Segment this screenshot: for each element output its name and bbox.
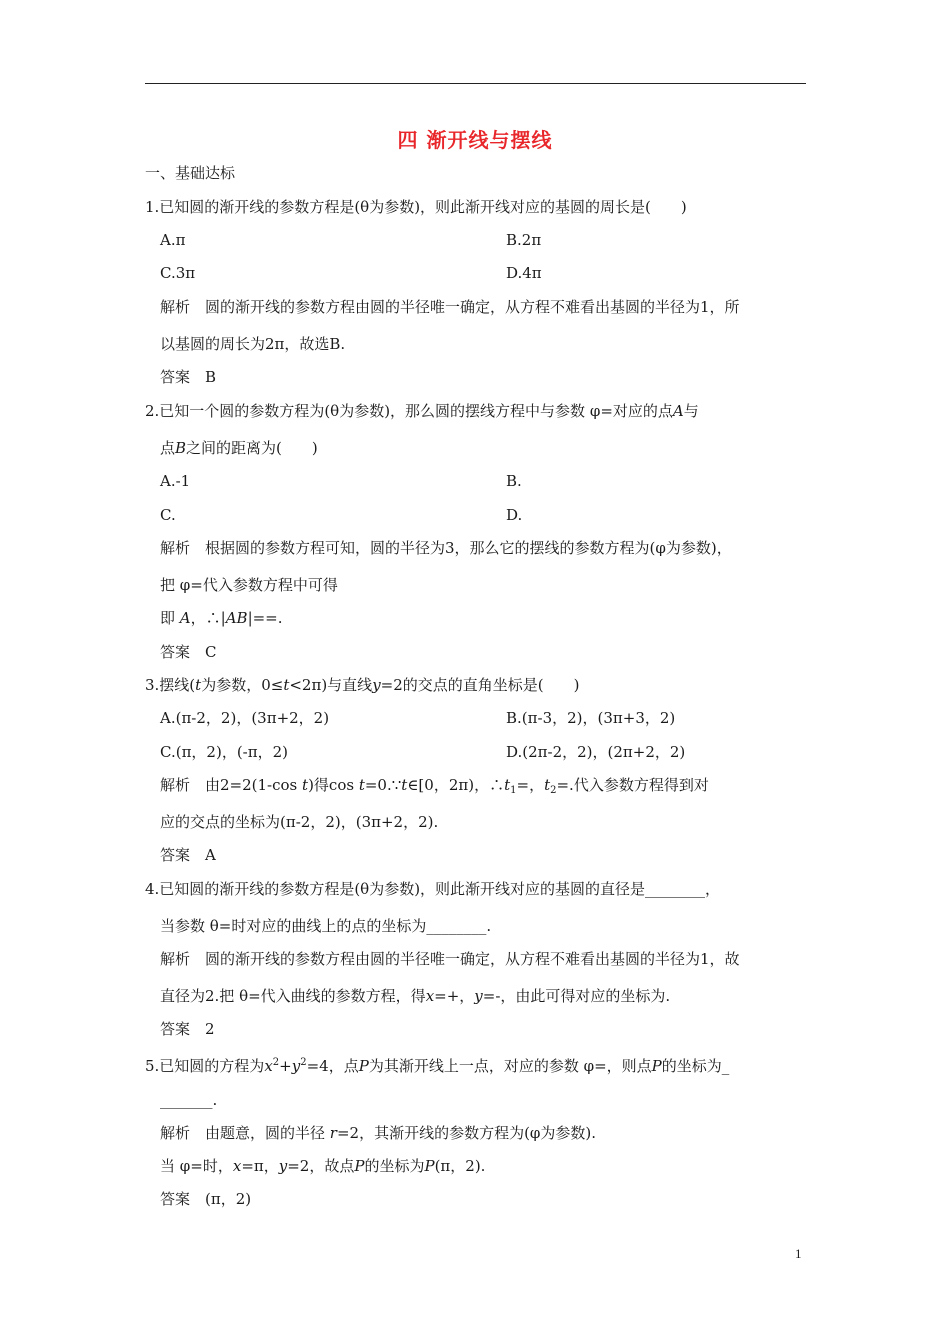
page-title: 四 渐开线与摆线 (397, 128, 553, 152)
q2-analysis-line1: 解析 根据圆的参数方程可知，圆的半径为3，那么它的摆线的参数方程为(φ为参数)， (160, 539, 732, 557)
q5-answer: 答案 (π，2) (160, 1190, 252, 1208)
q5-stem-line2: _______. (160, 1091, 218, 1109)
q1-option-a: A.π (160, 231, 186, 249)
q1-option-c: C.3π (160, 264, 196, 282)
q2-option-c: C. (160, 506, 176, 524)
q1-answer: 答案 B (160, 368, 217, 386)
section-heading: 一、基础达标 (145, 164, 236, 182)
q3-option-b: B.(π-3，2)，(3π+3，2) (506, 709, 676, 727)
q1-analysis-line1: 解析 圆的渐开线的参数方程由圆的半径唯一确定，从方程不难看出基圆的半径为1，所 (160, 298, 740, 316)
q4-stem-line2: 当参数 θ=时对应的曲线上的点的坐标为________. (160, 917, 492, 935)
q1-option-b: B.2π (506, 231, 542, 249)
q5-analysis-line1: 解析 由题意，圆的半径 r=2，其渐开线的参数方程为(φ为参数). (160, 1124, 597, 1142)
q4-stem-line1: 4.已知圆的渐开线的参数方程是(θ为参数)，则此渐开线对应的基圆的直径是________， (145, 880, 721, 898)
q5-analysis-line2: 当 φ=时，x=π，y=2，故点P的坐标为P(π，2). (160, 1157, 486, 1175)
q2-option-d: D. (506, 506, 523, 524)
q4-analysis-line1: 解析 圆的渐开线的参数方程由圆的半径唯一确定，从方程不难看出基圆的半径为1，故 (160, 950, 740, 968)
q2-analysis-line3: 即 A，∴|AB|==. (160, 609, 283, 627)
q1-option-d: D.4π (506, 264, 542, 282)
q3-option-d: D.(2π-2，2)，(2π+2，2) (506, 743, 686, 761)
q2-stem-line2: 点B之间的距离为( ) (160, 439, 318, 457)
q2-analysis-line2: 把 φ=代入参数方程中可得 (160, 576, 338, 594)
q3-option-c: C.(π，2)，(-π，2) (160, 743, 288, 761)
q3-option-a: A.(π-2，2)，(3π+2，2) (160, 709, 330, 727)
q2-answer: 答案 C (160, 643, 217, 661)
q4-answer: 答案 2 (160, 1020, 215, 1038)
q3-answer: 答案 A (160, 846, 216, 864)
q1-analysis-line2: 以基圆的周长为2π，故选B. (160, 335, 346, 353)
q2-stem-line1: 2.已知一个圆的参数方程为(θ为参数)，那么圆的摆线方程中与参数 φ=对应的点A与 (145, 402, 699, 420)
header-rule (145, 83, 806, 84)
q2-option-a: A.-1 (160, 472, 191, 490)
page-number: 1 (795, 1246, 802, 1261)
q2-option-b: B. (506, 472, 522, 490)
q3-analysis-line2: 应的交点的坐标为(π-2，2)，(3π+2，2). (160, 813, 439, 831)
q4-analysis-line2: 直径为2.把 θ=代入曲线的参数方程，得x=+，y=-，由此可得对应的坐标为. (160, 987, 671, 1005)
q5-stem-line1: 5.已知圆的方程为$x^2+y^2=4$，点P为其渐开线上一点，对应的参数 φ=，则点P的坐标为_ (145, 1057, 730, 1075)
q1-stem: 1.已知圆的渐开线的参数方程是(θ为参数)，则此渐开线对应的基圆的周长是( ) (145, 198, 687, 216)
q3-analysis-line1: 解析 由2=2(1-cos t)得cos t=0.∵t∈[0，2π)，$\therefore t_1=$，$t_2=$.代入参数方程得到对 (160, 776, 709, 796)
q3-stem: 3.摆线(t为参数，0≤t<2π)与直线y=2的交点的直角坐标是( ) (145, 676, 580, 694)
